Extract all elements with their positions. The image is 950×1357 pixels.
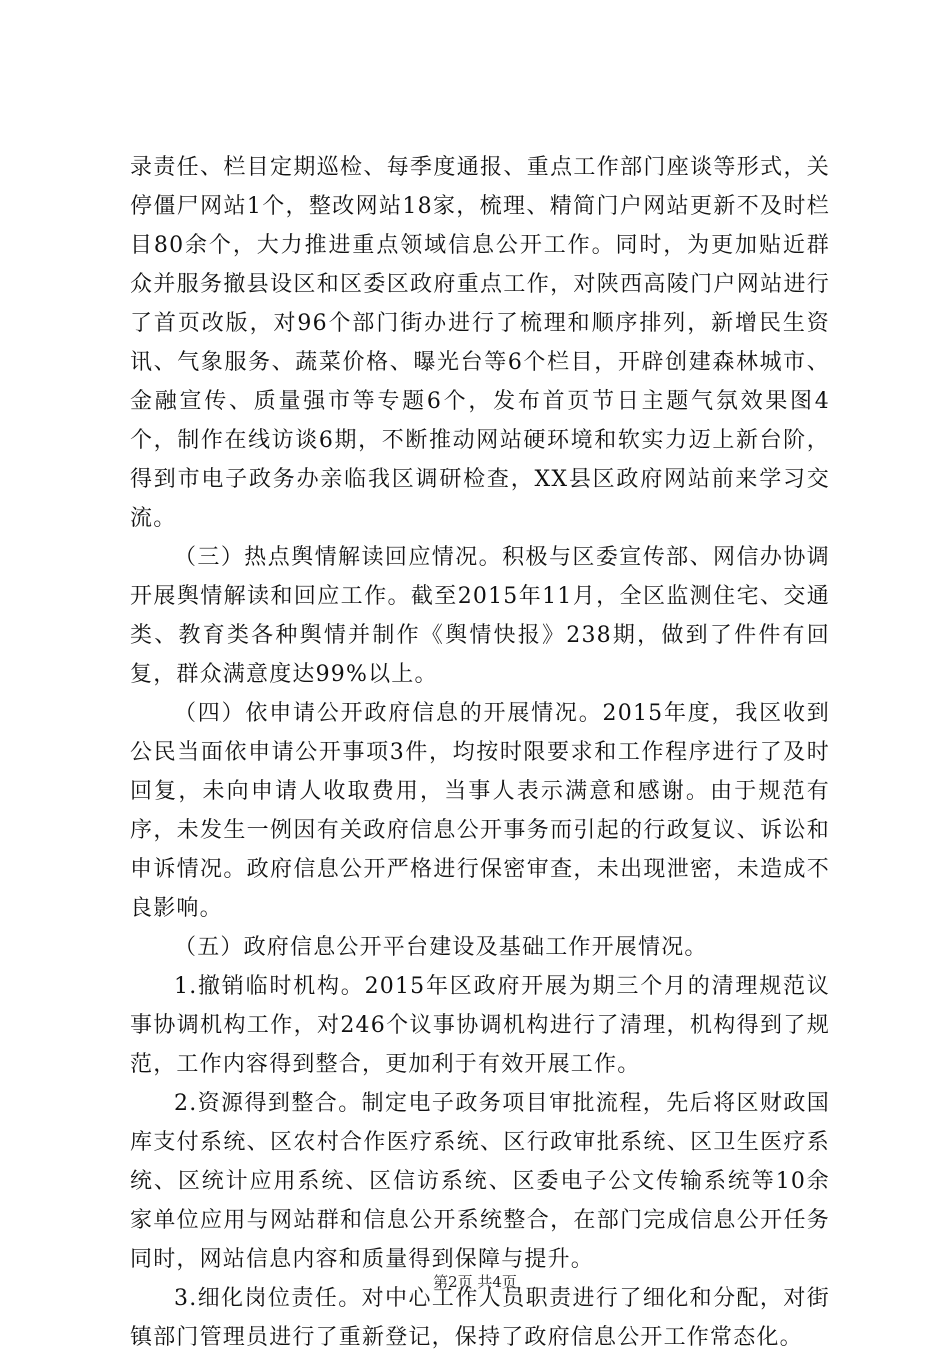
paragraph-item-2-resource-integration: 2.资源得到整合。制定电子政务项目审批流程，先后将区财政国库支付系统、区农村合作医疗系统、区行政审批系统、区卫生医疗系统、区统计应用系统、区信访系统、区委电子公文传输系统等10余家单位应用与网站群和信息公开系统整合，在部门完成信息公开任务同时，网站信息内容和质量得到保障与提升。	[130, 1091, 830, 1272]
page-number-footer: 第2页 共4页	[433, 1273, 517, 1291]
paragraph-website-management: 录责任、栏目定期巡检、每季度通报、重点工作部门座谈等形式，关停僵尸网站1个，整改网站18家，梳理、精简门户网站更新不及时栏目80余个，大力推进重点领域信息公开工作。同时，为更加贴近群众并服务撤县设区和区委区政府重点工作，对陕西高陵门户网站进行了首页改版，对96个部门街办进行了梳理和顺序排列，新增民生资讯、气象服务、蔬菜价格、曝光台等6个栏目，开辟创建森林城市、金融宣传、质量强市等专题6个，发布首页节日主题气氛效果图4个，制作在线访谈6期，不断推动网站硬环境和软实力迈上新台阶，得到市电子政务办亲临我区调研检查，XX县区政府网站前来学习交流。	[130, 155, 830, 531]
document-body	[130, 148, 830, 1357]
paragraph-item-3-post-responsibilities: 3.细化岗位责任。对中心工作人员职责进行了细化和分配，对街镇部门管理员进行了重新登记，保持了政府信息公开工作常态化。	[130, 1286, 830, 1350]
paragraph-public-opinion-response: （三）热点舆情解读回应情况。积极与区委宣传部、网信办协调开展舆情解读和回应工作。截至2015年11月，全区监测住宅、交通类、教育类各种舆情并制作《舆情快报》238期，做到了件件有回复，群众满意度达99%以上。	[130, 545, 830, 687]
section-heading-platform-construction: （五）政府信息公开平台建设及基础工作开展情况。	[174, 935, 708, 960]
paragraph-application-disclosure: （四）依申请公开政府信息的开展情况。2015年度，我区收到公民当面依申请公开事项3件，均按时限要求和工作程序进行了及时回复，未向申请人收取费用，当事人表示满意和感谢。由于规范有序，未发生一例因有关政府信息公开事务而引起的行政复议、诉讼和申诉情况。政府信息公开严格进行保密审查，未出现泄密，未造成不良影响。	[130, 701, 830, 921]
paragraph-item-1-temporary-agencies: 1.撤销临时机构。2015年区政府开展为期三个月的清理规范议事协调机构工作，对246个议事协调机构进行了清理，机构得到了规范，工作内容得到整合，更加利于有效开展工作。	[130, 974, 830, 1077]
